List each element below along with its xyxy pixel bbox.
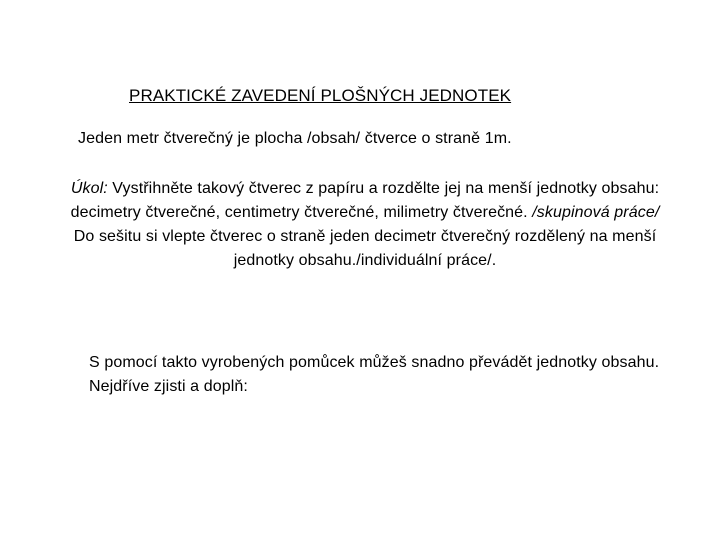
- conversion-note: S pomocí takto vyrobených pomůcek můžeš snadno převádět jednotky obsahu. Nejdříve zjisti a doplň:: [89, 354, 660, 395]
- task-block: [60, 177, 670, 273]
- task-group-note: /skupinová práce/: [532, 204, 660, 221]
- slide-title: PRAKTICKÉ ZAVEDENÍ PLOŠNÝCH JEDNOTEK: [129, 86, 512, 105]
- homework-paragraph: Do sešitu si vlepte čtverec o straně jeden decimetr čtverečný rozdělený na menší jednotky obsahu./individuální práce/.: [73, 228, 657, 269]
- task-paragraph: [60, 177, 670, 225]
- task-label: Úkol:: [70, 180, 108, 197]
- definition-text: Jeden metr čtverečný je plocha /obsah/ čtverce o straně 1m.: [78, 130, 512, 147]
- task-text: Vystřihněte takový čtverec z papíru a rozdělte jej na menší jednotky obsahu: decimetry čtverečné, centimetry čtverečné, milimetry čtverečné.: [70, 180, 660, 221]
